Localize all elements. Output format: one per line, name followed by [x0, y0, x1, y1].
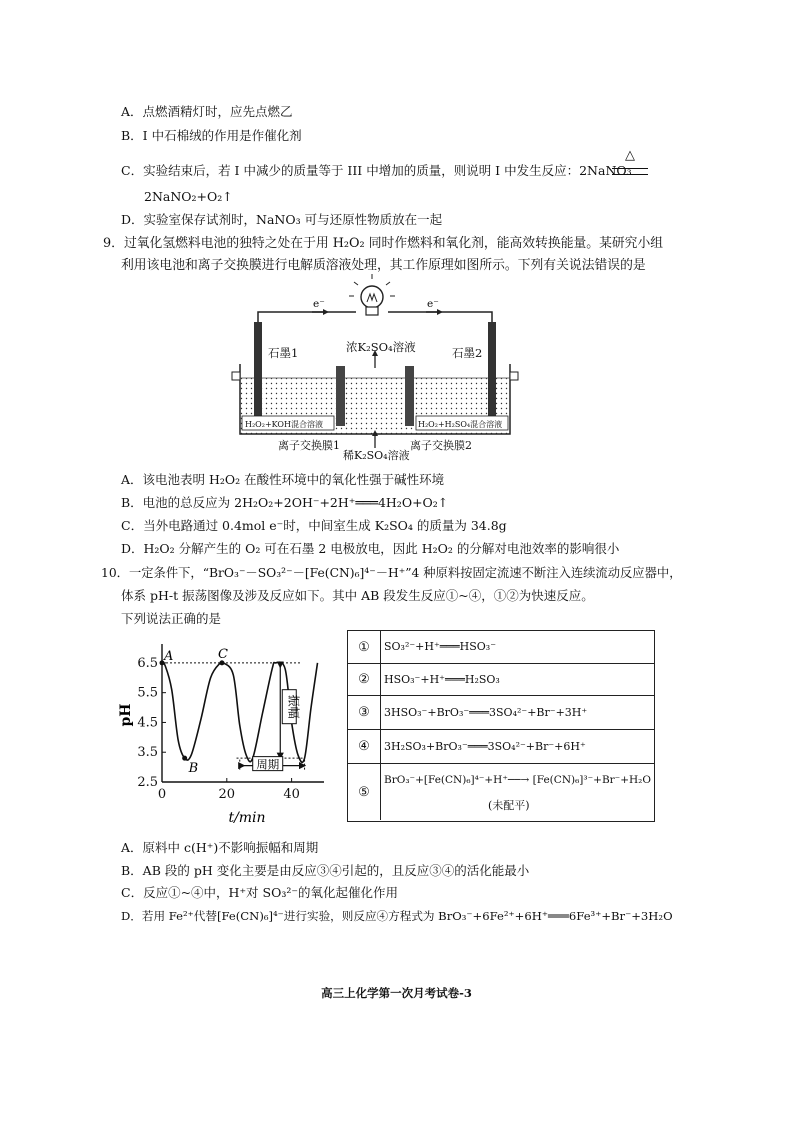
inlet-right	[510, 372, 518, 380]
reaction-table	[347, 630, 655, 822]
dilute-k2so4-label: 稀K₂SO₄溶液	[343, 449, 410, 462]
q10-stem-line3: 下列说法正确的是	[121, 611, 222, 626]
reaction-equation: 3HSO₃⁻+BrO₃⁻═══3SO₄²⁻+Br⁻+3H⁺	[384, 706, 588, 719]
y-tick-label: 2.5	[137, 775, 158, 790]
reaction-equation: HSO₃⁻+H⁺═══H₂SO₃	[384, 673, 500, 686]
q8-option-d: D．实验室保存试剂时，NaNO₃ 可与还原性物质放在一起	[121, 212, 443, 227]
y-tick-label: 3.5	[137, 745, 158, 761]
q9-stem-line2: 利用该电池和离子交换膜进行电解质溶液处理，其工作原理如图所示。下列有关说法错误的是	[121, 258, 646, 273]
left-solution-label: H₂O₂+KOH混合溶液	[245, 420, 323, 429]
graphite-electrode-1	[254, 322, 262, 418]
graphite2-label: 石墨2	[452, 346, 483, 360]
table-row	[348, 763, 654, 820]
amplitude-label: 振幅	[286, 694, 301, 719]
q8-option-c: C．实验结束后，若 I 中减少的质量等于 III 中增加的质量，则说明 I 中发生反应：2NaNO₃	[121, 163, 632, 178]
ph-chart-svg	[116, 634, 338, 830]
x-axis-label: t/min	[228, 810, 266, 826]
q8-option-a: A．点燃酒精灯时，应先点燃乙	[121, 104, 293, 119]
ph-oscillation-chart	[116, 634, 338, 830]
reaction-number: ②	[348, 664, 381, 695]
reaction-number: ⑤	[348, 764, 381, 820]
x-tick-label: 0	[157, 787, 167, 802]
ion-exchange-membrane-2	[405, 366, 414, 426]
y-tick-label: 4.5	[137, 715, 158, 731]
point-a-label: A	[164, 648, 174, 664]
reaction-number: ①	[348, 631, 381, 663]
q9-option-c: C．当外电路通过 0.4mol e⁻时，中间室生成 K₂SO₄ 的质量为 34.8g	[121, 518, 507, 533]
ion-exchange-membrane-1	[336, 366, 345, 426]
inlet-left	[232, 372, 240, 380]
q9-option-d: D．H₂O₂ 分解产生的 O₂ 可在石墨 2 电极放电，因此 H₂O₂ 的分解对电池效率的影响很小	[121, 541, 620, 556]
q10-option-c: C．反应①~④中，H⁺对 SO₃²⁻的氧化起催化作用	[121, 885, 398, 900]
q8-option-c-heat-sign: △	[625, 148, 635, 163]
q9-option-a: A．该电池表明 H₂O₂ 在酸性环境中的氧化性强于碱性环境	[121, 472, 445, 487]
reaction-number: ④	[348, 730, 381, 763]
q10-option-b: B．AB 段的 pH 变化主要是由反应③④引起的，且反应③④的活化能最小	[121, 863, 530, 878]
graphite-electrode-2	[488, 322, 496, 418]
reaction-note: (未配平)	[488, 799, 530, 812]
period-label: 周期	[256, 757, 280, 772]
membrane1-label: 离子交换膜1	[278, 439, 340, 452]
q8-option-b: B．I 中石棉绒的作用是作催化剂	[121, 128, 302, 143]
q9-option-b: B．电池的总反应为 2H₂O₂+2OH⁻+2H⁺═══4H₂O+O₂↑	[121, 495, 449, 510]
light-bulb-icon	[349, 274, 395, 315]
q10-option-a: A．原料中 c(H⁺)不影响振幅和周期	[121, 840, 319, 855]
table-row	[348, 631, 654, 663]
electron-label-right: e⁻	[427, 298, 439, 310]
q9-stem-line1: 9．过氧化氢燃料电池的独特之处在于用 H₂O₂ 同时作燃料和氧化剂，能高效转换能量。某研究小组	[103, 236, 664, 251]
table-row	[348, 729, 654, 763]
graphite1-label: 石墨1	[268, 346, 299, 360]
page-footer: 高三上化学第一次月考试卷-3	[321, 986, 472, 1000]
y-tick-label: 6.5	[137, 655, 158, 671]
electrolysis-diagram-svg	[230, 272, 530, 462]
q10-stem-line2: 体系 pH-t 振荡图像及涉及反应如下。其中 AB 段发生反应①~④，①②为快速反应。	[121, 588, 594, 603]
reaction-equation: BrO₃⁻+[Fe(CN)₆]⁴⁻+H⁺──→ [Fe(CN)₆]³⁻+Br⁻+H₂O	[384, 774, 652, 786]
y-tick-label: 5.5	[137, 685, 158, 701]
table-row	[348, 663, 654, 695]
membrane2-label: 离子交换膜2	[410, 439, 472, 452]
q10-stem-line1: 10．一定条件下，“BrO₃⁻－SO₃²⁻－[Fe(CN)₆]⁴⁻－H⁺”4 种原料按固定流速不断注入连续流动反应器中，	[101, 566, 682, 580]
reaction-equation: SO₃²⁻+H⁺═══HSO₃⁻	[384, 640, 497, 653]
reaction-equation: 3H₂SO₃+BrO₃⁻═══3SO₄²⁻+Br⁻+6H⁺	[384, 740, 586, 753]
q8-option-c-continued: 2NaNO₂+O₂↑	[144, 189, 233, 204]
q8-equation-equals	[612, 168, 648, 175]
reaction-number: ③	[348, 696, 381, 729]
wire-left	[258, 312, 356, 322]
point-b	[182, 756, 187, 761]
x-tick-label: 20	[218, 787, 236, 802]
point-b-label: B	[188, 761, 199, 777]
x-tick-label: 40	[283, 787, 300, 802]
electron-label-left: e⁻	[313, 298, 325, 310]
electrolysis-diagram	[230, 272, 530, 462]
q10-option-d: D．若用 Fe²⁺代替[Fe(CN)₆]⁴⁻进行实验，则反应④方程式为 BrO₃⁻+6Fe²⁺+6H⁺═══6Fe³⁺+Br⁻+3H₂O	[121, 909, 673, 923]
point-c-label: C	[217, 646, 228, 662]
right-solution-label: H₂O₂+H₂SO₄混合溶液	[418, 420, 503, 429]
conc-k2so4-label: 浓K₂SO₄溶液	[346, 340, 416, 354]
table-row	[348, 695, 654, 729]
y-axis-label: pH	[118, 703, 134, 727]
